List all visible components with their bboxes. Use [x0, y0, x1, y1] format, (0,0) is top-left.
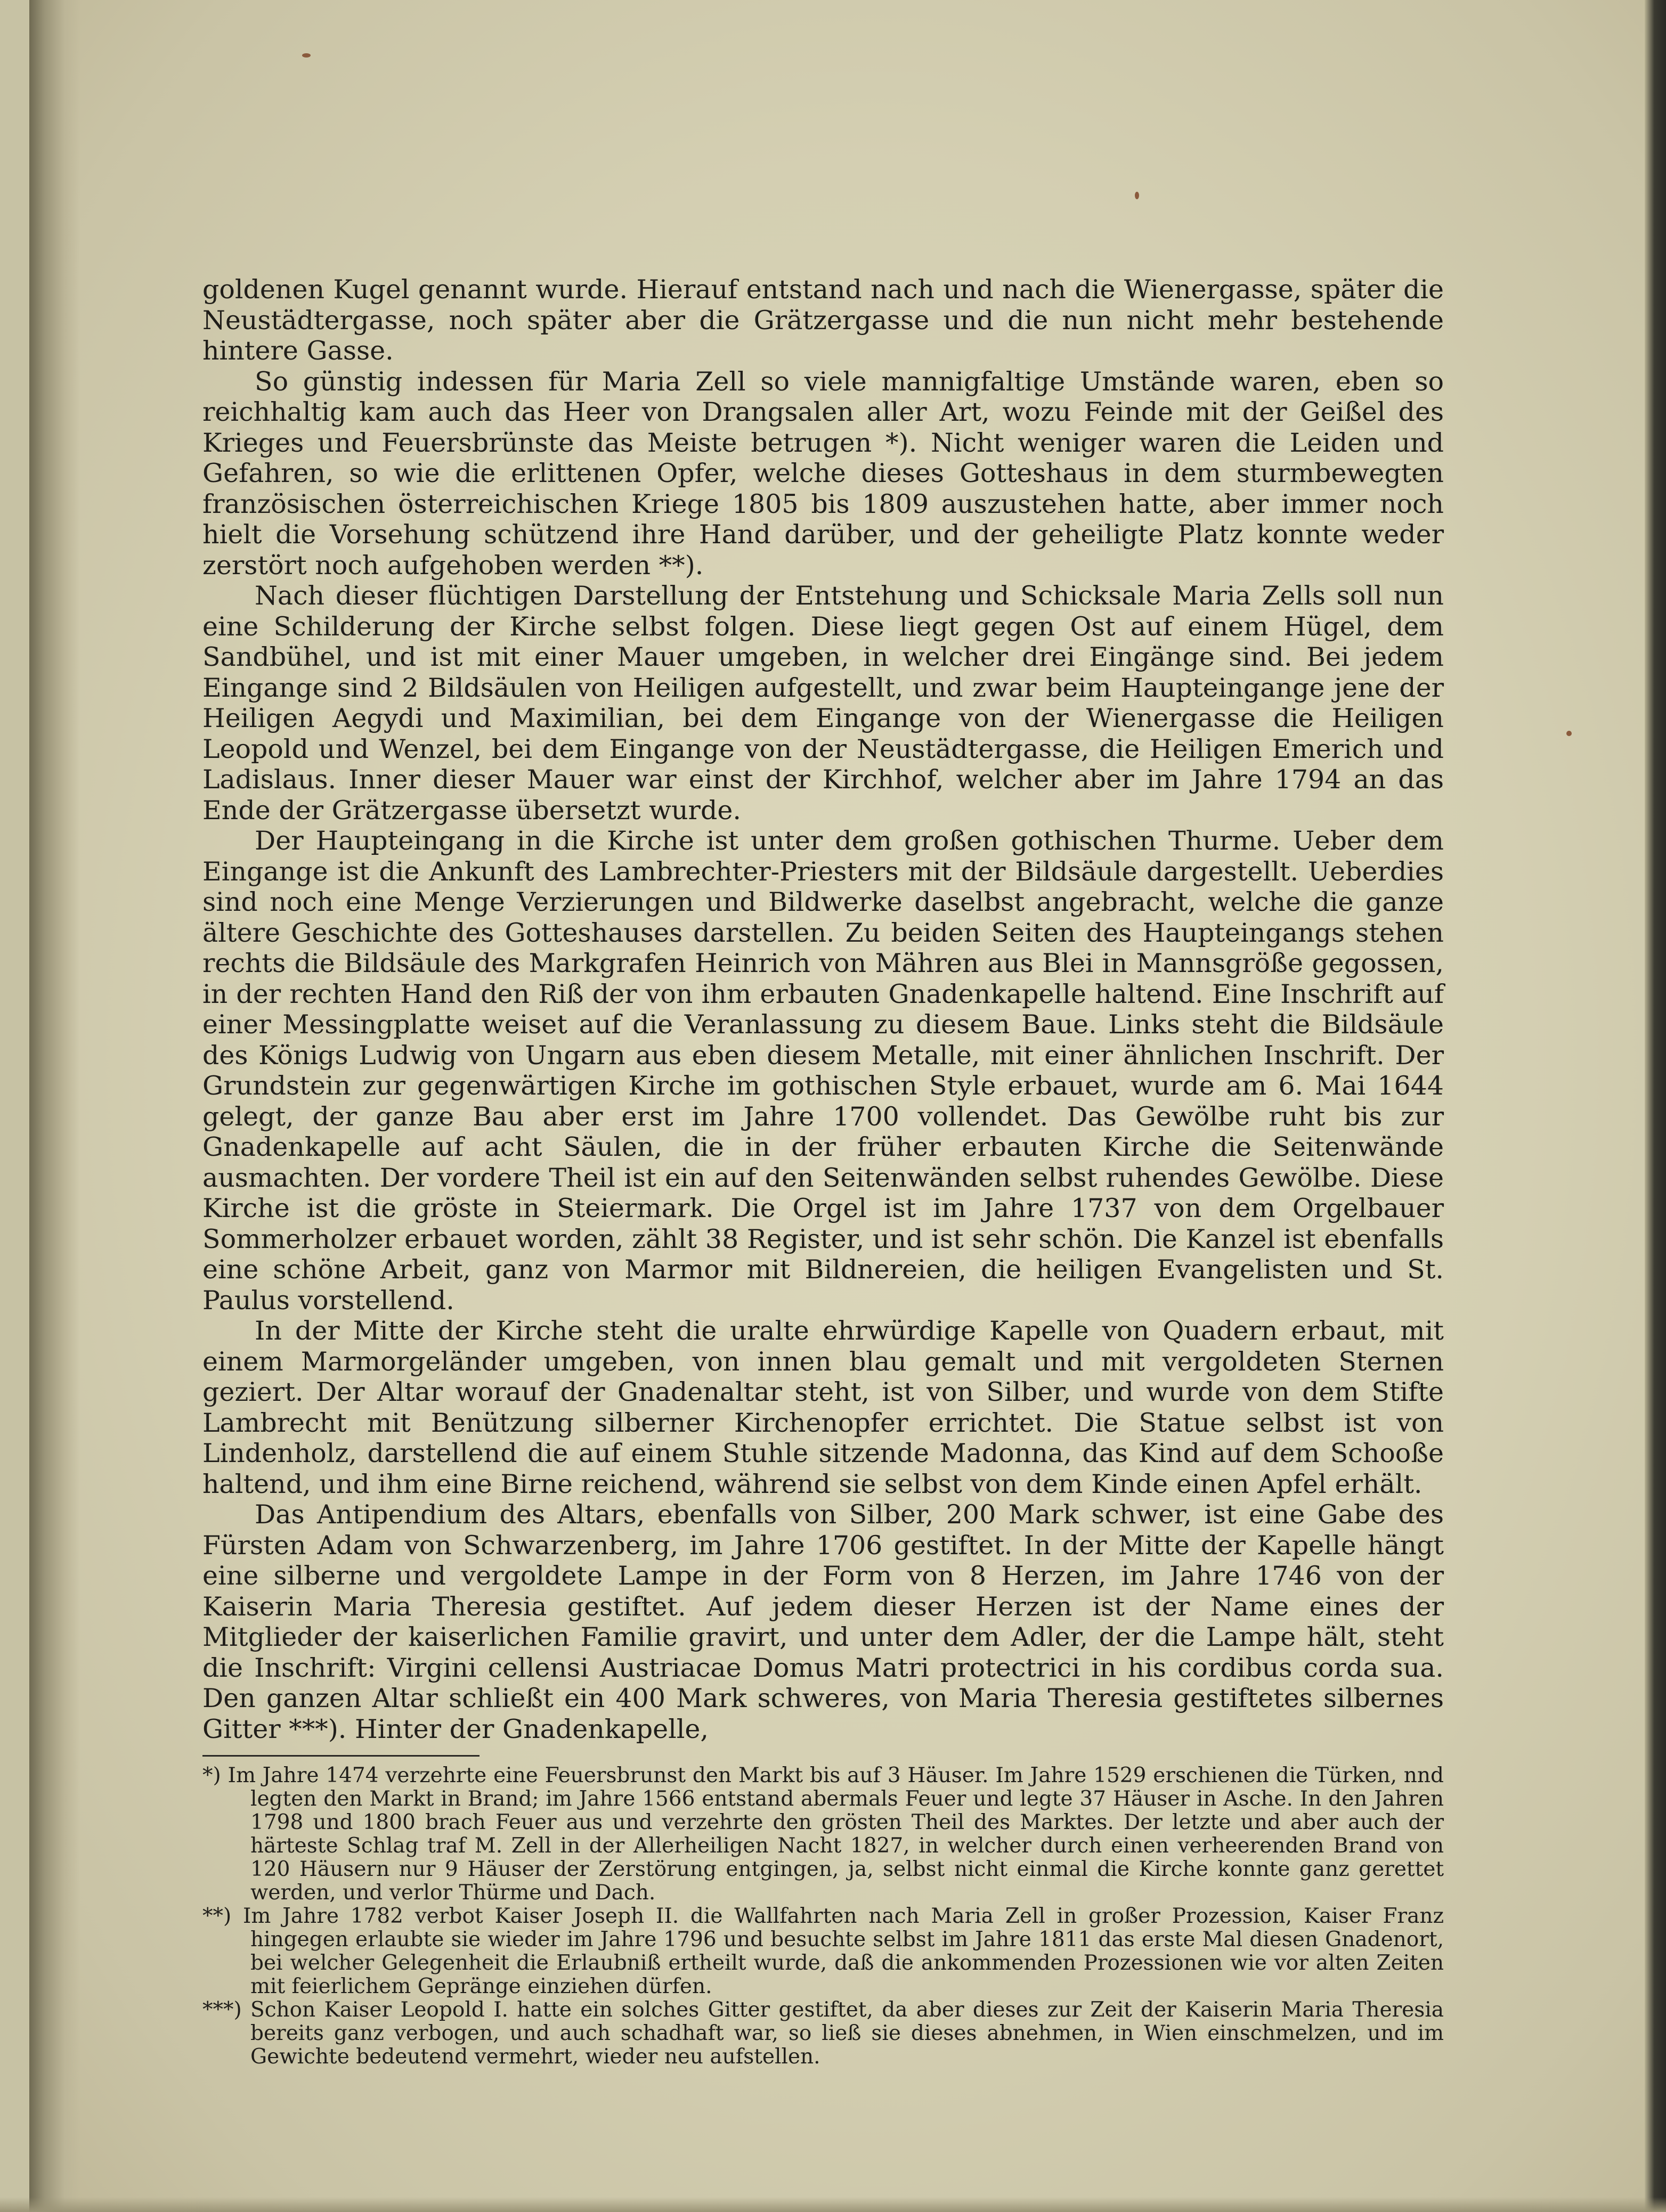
paragraph: goldenen Kugel genannt wurde. Hierauf entstand nach und nach die Wienergasse, später die Neustädtergasse, noch später aber die Grätzergasse und die nun nicht mehr bestehende hintere Gasse. [202, 274, 1444, 366]
page-bottom-edge [0, 2197, 1666, 2212]
ink-speck [1135, 192, 1139, 199]
footnote: **) Im Jahre 1782 verbot Kaiser Joseph II. die Wallfahrten nach Maria Zell in großer Prozession, Kaiser Franz hingegen erlaubte sie wieder im Jahre 1796 und besuchte selbst im Jahre 1811 das erste Mal diesen Gnadenort, bei welcher Gelegenheit die Erlaubniß ertheilt wurde, daß die ankommenden Prozessionen wie vor alten Zeiten mit feierlichem Gepränge einziehen dürfen. [202, 1904, 1444, 1998]
binding-gutter-shadow [29, 0, 80, 2212]
footnote: *) Im Jahre 1474 verzehrte eine Feuersbrunst den Markt bis auf 3 Häuser. Im Jahre 1529 erschienen die Türken, nnd legten den Markt in Brand; im Jahre 1566 entstand abermals Feuer und legte 37 Häuser in Asche. In den Jahren 1798 und 1800 brach Feuer aus und verzehrte den grösten Theil des Marktes. Der letzte und aber auch der härteste Schlag traf M. Zell in der Allerheiligen Nacht 1827, in welcher durch einen verheerenden Brand von 120 Häusern nur 9 Häuser der Zerstörung entgingen, ja, selbst nicht einmal die Kirche konnte ganz gerettet werden, und verlor Thürme und Dach. [202, 1764, 1444, 1905]
ink-speck [1566, 731, 1572, 736]
paragraph: Nach dieser flüchtigen Darstellung der Entstehung und Schicksale Maria Zells soll nun eine Schilderung der Kirche selbst folgen. Diese liegt gegen Ost auf einem Hügel, dem Sandbühel, und ist mit einer Mauer umgeben, in welcher drei Eingänge sind. Bei jedem Eingange sind 2 Bildsäulen von Heiligen aufgestellt, und zwar beim Haupteingange jene der Heiligen Aegydi und Maximilian, bei dem Eingange von der Wienergasse die Heiligen Leopold und Wenzel, bei dem Eingange von der Neustädtergasse, die Heiligen Emerich und Ladislaus. Inner dieser Mauer war einst der Kirchhof, welcher aber im Jahre 1794 an das Ende der Grätzergasse übersetzt wurde. [202, 581, 1444, 826]
page-right-edge [1645, 0, 1666, 2212]
paragraph: So günstig indessen für Maria Zell so viele mannigfaltige Umstände waren, eben so reichhaltig kam auch das Heer von Drangsalen aller Art, wozu Feinde mit der Geißel des Krieges und Feuersbrünste das Meiste betrugen *). Nicht weniger waren die Leiden und Gefahren, so wie die erlittenen Opfer, welche dieses Gotteshaus in dem sturmbewegten französischen österreichischen Kriege 1805 bis 1809 auszustehen hatte, aber immer noch hielt die Vorsehung schützend ihre Hand darüber, und der geheiligte Platz konnte weder zerstört noch aufgehoben werden **). [202, 366, 1444, 581]
paragraph: Das Antipendium des Altars, ebenfalls von Silber, 200 Mark schwer, ist eine Gabe des Fürsten Adam von Schwarzenberg, im Jahre 1706 gestiftet. In der Mitte der Kapelle hängt eine silberne und vergoldete Lampe in der Form von 8 Herzen, im Jahre 1746 von der Kaiserin Maria Theresia gestiftet. Auf jedem dieser Herzen ist der Name eines der Mitglieder der kaiserlichen Familie gravirt, und unter dem Adler, der die Lampe hält, steht die Inschrift: Virgini cellensi Austriacae Domus Matri protectrici in his cordibus corda sua. Den ganzen Altar schließt ein 400 Mark schweres, von Maria Theresia gestiftetes silbernes Gitter ***). Hinter der Gnadenkapelle, [202, 1499, 1444, 1744]
footnote-separator [202, 1755, 480, 1757]
text-block [202, 274, 1444, 2069]
main-text [202, 274, 1444, 1744]
paragraph: Der Haupteingang in die Kirche ist unter dem großen gothischen Thurme. Ueber dem Eingange ist die Ankunft des Lambrechter-Priesters mit der Bildsäule dargestellt. Ueberdies sind noch eine Menge Verzierungen und Bildwerke daselbst angebracht, welche die ganze ältere Geschichte des Gotteshauses darstellen. Zu beiden Seiten des Haupteingangs stehen rechts die Bildsäule des Markgrafen Heinrich von Mähren aus Blei in Mannsgröße gegossen, in der rechten Hand den Riß der von ihm erbauten Gnadenkapelle haltend. Eine Inschrift auf einer Messingplatte weiset auf die Veranlassung zu diesem Baue. Links steht die Bildsäule des Königs Ludwig von Ungarn aus eben diesem Metalle, mit einer ähnlichen Inschrift. Der Grundstein zur gegenwärtigen Kirche im gothischen Style erbauet, wurde am 6. Mai 1644 gelegt, der ganze Bau aber erst im Jahre 1700 vollendet. Das Gewölbe ruht bis zur Gnadenkapelle auf acht Säulen, die in der früher erbauten Kirche die Seitenwände ausmachten. Der vordere Theil ist ein auf den Seitenwänden selbst ruhendes Gewölbe. Diese Kirche ist die gröste in Steiermark. Die Orgel ist im Jahre 1737 von dem Orgelbauer Sommerholzer erbauet worden, zählt 38 Register, und ist sehr schön. Die Kanzel ist ebenfalls eine schöne Arbeit, ganz von Marmor mit Bildnereien, die heiligen Evangelisten und St. Paulus vorstellend. [202, 826, 1444, 1316]
footnotes [202, 1764, 1444, 2069]
paragraph: In der Mitte der Kirche steht die uralte ehrwürdige Kapelle von Quadern erbaut, mit einem Marmorgeländer umgeben, von innen blau gemalt und mit vergoldeten Sternen geziert. Der Altar worauf der Gnadenaltar steht, ist von Silber, und wurde von dem Stifte Lambrecht mit Benützung silberner Kirchenopfer errichtet. Die Statue selbst ist von Lindenholz, darstellend die auf einem Stuhle sitzende Madonna, das Kind auf dem Schooße haltend, und ihm eine Birne reichend, während sie selbst von dem Kinde einen Apfel erhält. [202, 1316, 1444, 1499]
footnote: ***) Schon Kaiser Leopold I. hatte ein solches Gitter gestiftet, da aber dieses zur Zeit der Kaiserin Maria Theresia bereits ganz verbogen, und auch schadhaft war, so ließ sie dieses abnehmen, in Wien einschmelzen, und im Gewichte bedeutend vermehrt, wieder neu aufstellen. [202, 1998, 1444, 2069]
ink-speck [302, 53, 311, 58]
